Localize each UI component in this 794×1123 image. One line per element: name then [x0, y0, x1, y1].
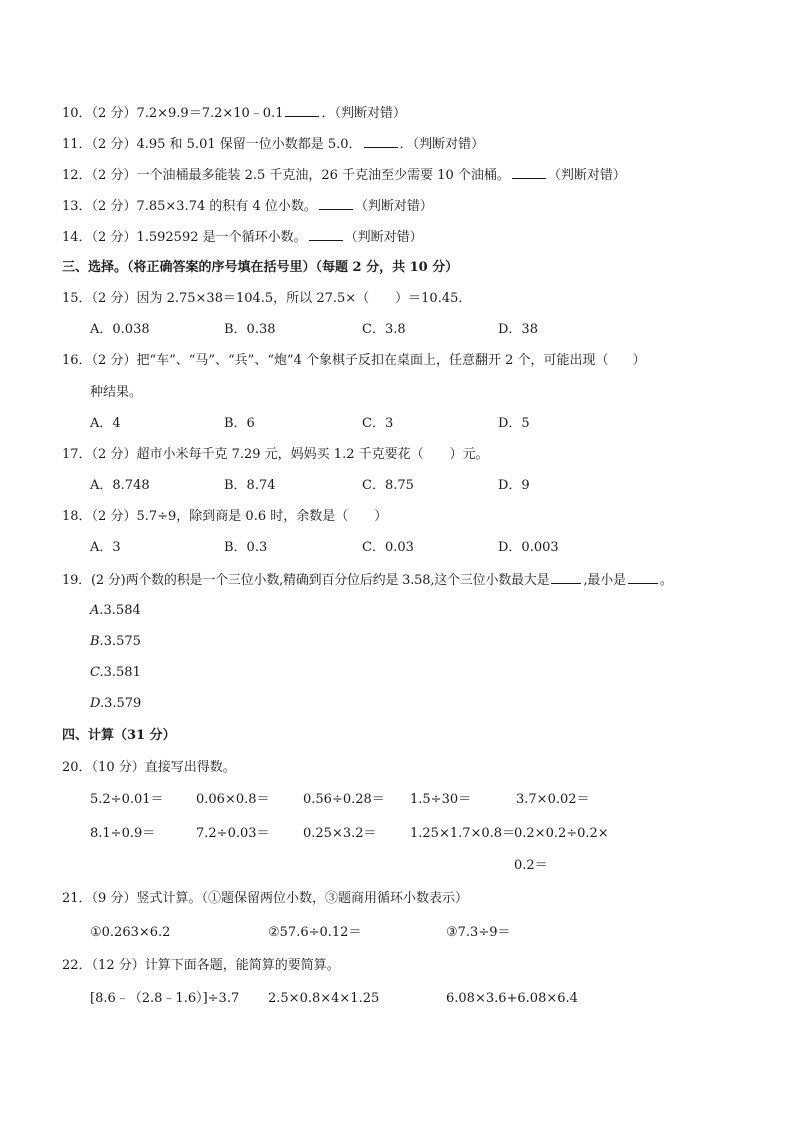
answer-blank[interactable]: [364, 135, 398, 148]
option-b[interactable]: B．0.3: [224, 540, 268, 555]
question-number: 15．: [62, 291, 92, 306]
question-tail: （判断对错）: [354, 199, 433, 214]
question-16-continuation: 种结果。: [90, 385, 143, 400]
question-number: 14．: [62, 230, 92, 245]
calc-item: 7.2÷0.03＝: [196, 826, 270, 841]
simplify-item: 6.08×3.6+6.08×6.4: [446, 991, 578, 1006]
calc-item: 0.25×3.2＝: [303, 826, 377, 841]
calc-item: 0.2×0.2÷0.2×: [514, 826, 609, 841]
question-text-end: ）: [374, 509, 388, 524]
question-text: 7.85×3.74 的积有 4 位小数。: [136, 199, 317, 214]
question-13: [62, 197, 433, 216]
question-score: (2 分): [90, 573, 126, 588]
option-letter: D.: [90, 696, 105, 711]
question-17: [62, 446, 489, 464]
section-4-heading: 四、计算（31 分）: [62, 728, 176, 743]
calc-item: 0.06×0.8＝: [196, 792, 270, 807]
answer-blank[interactable]: [309, 228, 343, 241]
question-text: 1.592592 是一个循环小数。: [136, 230, 307, 245]
question-number: 18．: [62, 509, 92, 524]
question-tail: ．（判断对错）: [399, 137, 485, 152]
question-text: 超市小米每千克 7.29 元，妈妈买 1.2 千克要花（: [136, 447, 424, 462]
option-value: 3.581: [103, 665, 141, 680]
question-score: （9 分）: [91, 891, 137, 906]
option-a[interactable]: A．8.748: [90, 478, 150, 493]
question-21: [62, 890, 468, 908]
option-a[interactable]: A．4: [90, 416, 121, 431]
option-d[interactable]: D．9: [498, 478, 530, 493]
option-d[interactable]: D．5: [498, 416, 530, 431]
question-text: 直接写出得数。: [144, 760, 236, 775]
option-b[interactable]: B．0.38: [224, 322, 276, 337]
question-text: 竖式计算。（①题保留两位小数，③题商用循环小数表示）: [136, 891, 468, 906]
question-score: （2 分）: [91, 199, 137, 214]
simplify-item: 2.5×0.8×4×1.25: [268, 991, 380, 1006]
calc-item: 8.1÷0.9＝: [90, 826, 156, 841]
question-text: 计算下面各题，能简算的要简算。: [144, 958, 340, 973]
option-a[interactable]: [90, 602, 141, 620]
answer-blank[interactable]: [285, 104, 319, 117]
question-text: 一个油桶最多能装 2.5 千克油，26 千克油至少需要 10 个油桶。: [136, 168, 510, 183]
question-number: 16．: [62, 353, 92, 368]
calc-item-continuation: 0.2＝: [514, 858, 548, 873]
question-number: 22．: [62, 958, 92, 973]
question-score: （2 分）: [91, 447, 137, 462]
option-value: 3.575: [103, 634, 141, 649]
question-text-end: ）元。: [449, 447, 489, 462]
question-22: [62, 957, 340, 975]
question-text-end: 。: [659, 573, 673, 588]
question-number: 20．: [62, 760, 92, 775]
option-b[interactable]: [90, 633, 141, 651]
vertical-calc-item: ①0.263×6.2: [90, 925, 171, 940]
question-score: （2 分）: [91, 106, 137, 121]
question-number: 19．: [62, 573, 91, 588]
option-value: 3.584: [103, 603, 141, 618]
question-text: 7.2×9.9＝7.2×10﹣0.1: [136, 106, 284, 121]
question-10: [62, 104, 406, 123]
option-c[interactable]: C．3.8: [362, 322, 406, 337]
option-d[interactable]: [90, 695, 141, 713]
vertical-calc-item: ③7.3÷9＝: [446, 925, 511, 940]
question-18: [62, 508, 387, 526]
option-a[interactable]: A．3: [90, 540, 121, 555]
simplify-item: [8.6﹣（2.8﹣1.6）]÷3.7: [90, 991, 240, 1006]
answer-blank[interactable]: [512, 166, 546, 179]
option-letter: C.: [90, 665, 104, 680]
option-letter: B.: [90, 634, 104, 649]
option-c[interactable]: C．0.03: [362, 540, 414, 555]
question-score: （2 分）: [91, 291, 137, 306]
calc-item: 0.56÷0.28＝: [303, 792, 385, 807]
question-text: 5.7÷9，除到商是 0.6 时，余数是（: [136, 509, 349, 524]
calc-item: 3.7×0.02＝: [516, 792, 590, 807]
option-b[interactable]: B．6: [224, 416, 255, 431]
question-number: 11．: [62, 137, 92, 152]
question-20: [62, 759, 236, 777]
question-text: 把“车”、“马”、“兵”、“炮”4 个象棋子反扣在桌面上，任意翻开 2 个，可能出现（: [136, 353, 609, 368]
question-text: 因为 2.75×38＝104.5，所以 27.5×（: [136, 291, 370, 306]
option-b[interactable]: B．8.74: [224, 478, 276, 493]
question-score: （2 分）: [91, 137, 137, 152]
question-number: 10．: [62, 106, 92, 121]
question-16: [62, 352, 646, 370]
question-tail: ．（判断对错）: [321, 106, 406, 121]
question-12: [62, 166, 626, 185]
question-number: 17．: [62, 447, 92, 462]
section-3-heading: 三、选择。（将正确答案的序号填在括号里）（每题 2 分，共 10 分）: [62, 260, 459, 275]
answer-blank[interactable]: [319, 197, 353, 210]
question-15: [62, 290, 471, 308]
question-text: 4.95 和 5.01 保留一位小数都是 5.0．: [136, 137, 362, 152]
question-tail: （判断对错）: [344, 230, 423, 245]
option-a[interactable]: A．0.038: [90, 322, 150, 337]
question-text: 两个数的积是一个三位小数,精确到百分位后约是 3.58,这个三位小数最大是: [125, 573, 550, 588]
question-number: 12．: [62, 168, 92, 183]
question-score: （2 分）: [91, 353, 137, 368]
question-text-end: ）＝10.45．: [395, 291, 472, 306]
option-value: 3.579: [104, 696, 142, 711]
question-number: 13．: [62, 199, 92, 214]
question-11: [62, 135, 484, 154]
calc-item: 1.25×1.7×0.8＝: [410, 826, 516, 841]
question-score: （2 分）: [91, 168, 137, 183]
vertical-calc-item: ②57.6÷0.12＝: [268, 925, 362, 940]
calc-item: 1.5÷30＝: [410, 792, 472, 807]
question-14: [62, 228, 423, 247]
option-d[interactable]: D．38: [498, 322, 538, 337]
question-text-end: ）: [632, 353, 646, 368]
answer-blank-max[interactable]: [551, 571, 581, 584]
option-c[interactable]: C．3: [362, 416, 394, 431]
option-c[interactable]: [90, 664, 141, 682]
question-score: （10 分）: [91, 760, 145, 775]
question-tail: （判断对错）: [547, 168, 626, 183]
option-d[interactable]: D．0.003: [498, 540, 559, 555]
question-score: （2 分）: [91, 230, 137, 245]
question-text-mid: ,最小是: [583, 573, 626, 588]
question-score: （2 分）: [91, 509, 137, 524]
question-number: 21．: [62, 891, 92, 906]
answer-blank-min[interactable]: [628, 571, 658, 584]
option-c[interactable]: C．8.75: [362, 478, 414, 493]
question-19: [62, 571, 673, 590]
question-score: （12 分）: [91, 958, 145, 973]
option-letter: A.: [90, 603, 104, 618]
calc-item: 5.2÷0.01＝: [90, 792, 164, 807]
